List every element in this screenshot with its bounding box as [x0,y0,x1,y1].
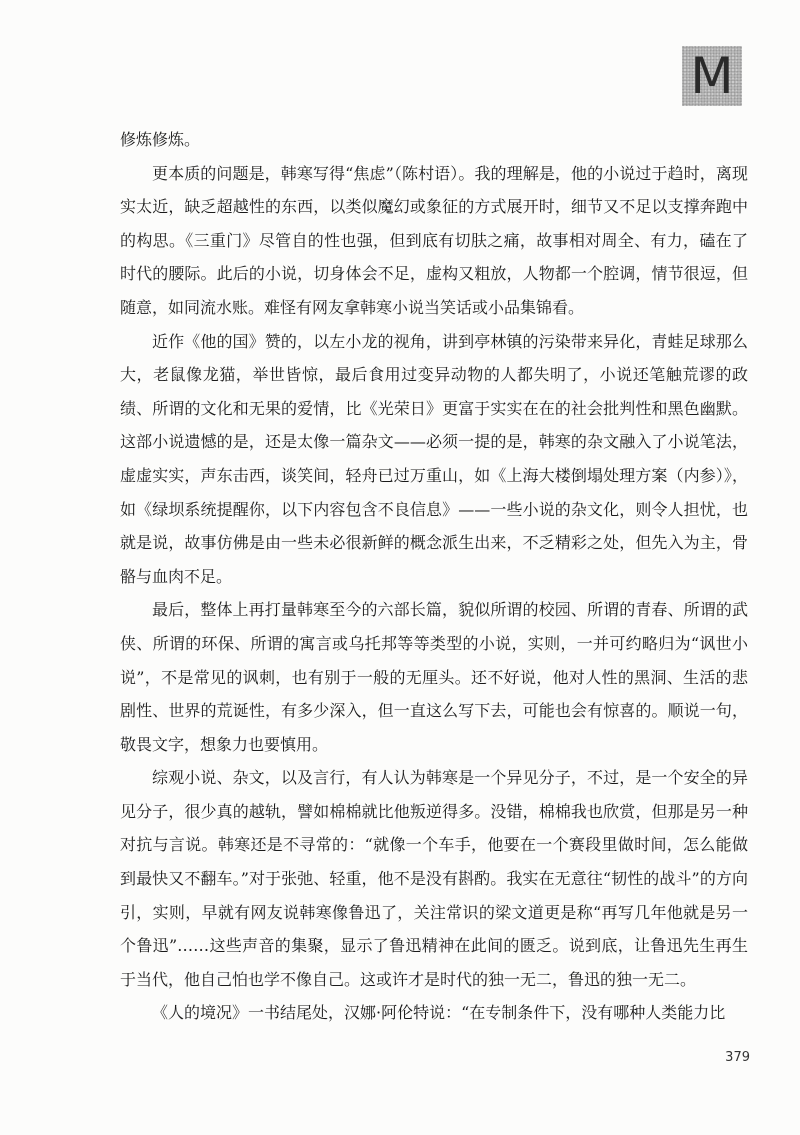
body-text [120,123,748,1030]
paragraph-continued: 修炼修炼。 [120,130,201,149]
paragraph: 《人的境况》一书结尾处，汉娜·阿伦特说：“在专制条件下，没有哪种人类能力比 [152,1003,726,1023]
paragraph: 最后，整体上再打量韩寒至今的六部长篇，貌似所谓的校园、所谓的青春、所谓的武侠、所谓的环保、所谓的寓言或乌托邦等等类型的小说，实则，一并可约略归为“讽世小说”，不是常见的讽刺，也有别于一般的无厘头。还不好说，他对人性的黑洞、生活的悲剧性、世界的荒诞性，有多少深入，但一直这么写下去，可能也会有惊喜的。顺说一句，敬畏文字，想象力也要慎用。 [120,600,748,754]
paragraph: 更本质的问题是，韩寒写得“焦虑”（陈村语）。我的理解是，他的小说过于趋时，离现实太近，缺乏超越性的东西，以类似魔幻或象征的方式展开时，细节又不足以支撑奔跑中的构思。《三重门》尽管自的性也强，但到底有切肤之痛，故事相对周全、有力，磕在了时代的腰际。此后的小说，切身体会不足，虚构又粗放，人物都一个腔调，情节很逗，但随意，如同流水账。难怪有网友拿韩寒小说当笑话或小品集锦看。 [120,163,748,317]
section-letter: M [690,47,734,105]
paragraph: 近作《他的国》赞的，以左小龙的视角，讲到亭林镇的污染带来异化，青蛙足球那么大，老鼠像龙猫，举世皆惊，最后食用过变异动物的人都失明了，小说还笔触荒谬的政绩、所谓的文化和无果的爱情，比《光荣日》更富于实实在在的社会批判性和黑色幽默。这部小说遗憾的是，还是太像一篇杂文——必须一提的是，韩寒的杂文融入了小说笔法，虚虚实实，声东击西，谈笑间，轻舟已过万重山，如《上海大楼倒塌处理方案（内参）》，如《绿坝系统提醒你，以下内容包含不良信息》——一些小说的杂文化，则令人担忧，也就是说，故事仿佛是由一些未必很新鲜的概念派生出来，不乏精彩之处，但先入为主，骨骼与血肉不足。 [120,331,748,586]
page-number: 379 [725,1050,750,1065]
section-tab [682,46,742,106]
paragraph: 综观小说、杂文，以及言行，有人认为韩寒是一个异见分子，不过，是一个安全的异见分子，很少真的越轨，譬如棉棉就比他叛逆得多。没错，棉棉我也欣赏，但那是另一种对抗与言说。韩寒还是不寻常的：“就像一个车手，他要在一个赛段里做时间，怎么能做到最快又不翻车。”对于张弛、轻重，他不是没有斟酌。我实在无意往“韧性的战斗”的方向引，实则，早就有网友说韩寒像鲁迅了，关注常识的梁文道更是称“再写几年他就是另一个鲁迅”……这些声音的集聚，显示了鲁迅精神在此间的匮乏。说到底，让鲁迅先生再生于当代，他自己怕也学不像自己。这或许才是时代的独一无二，鲁迅的独一无二。 [120,768,748,989]
